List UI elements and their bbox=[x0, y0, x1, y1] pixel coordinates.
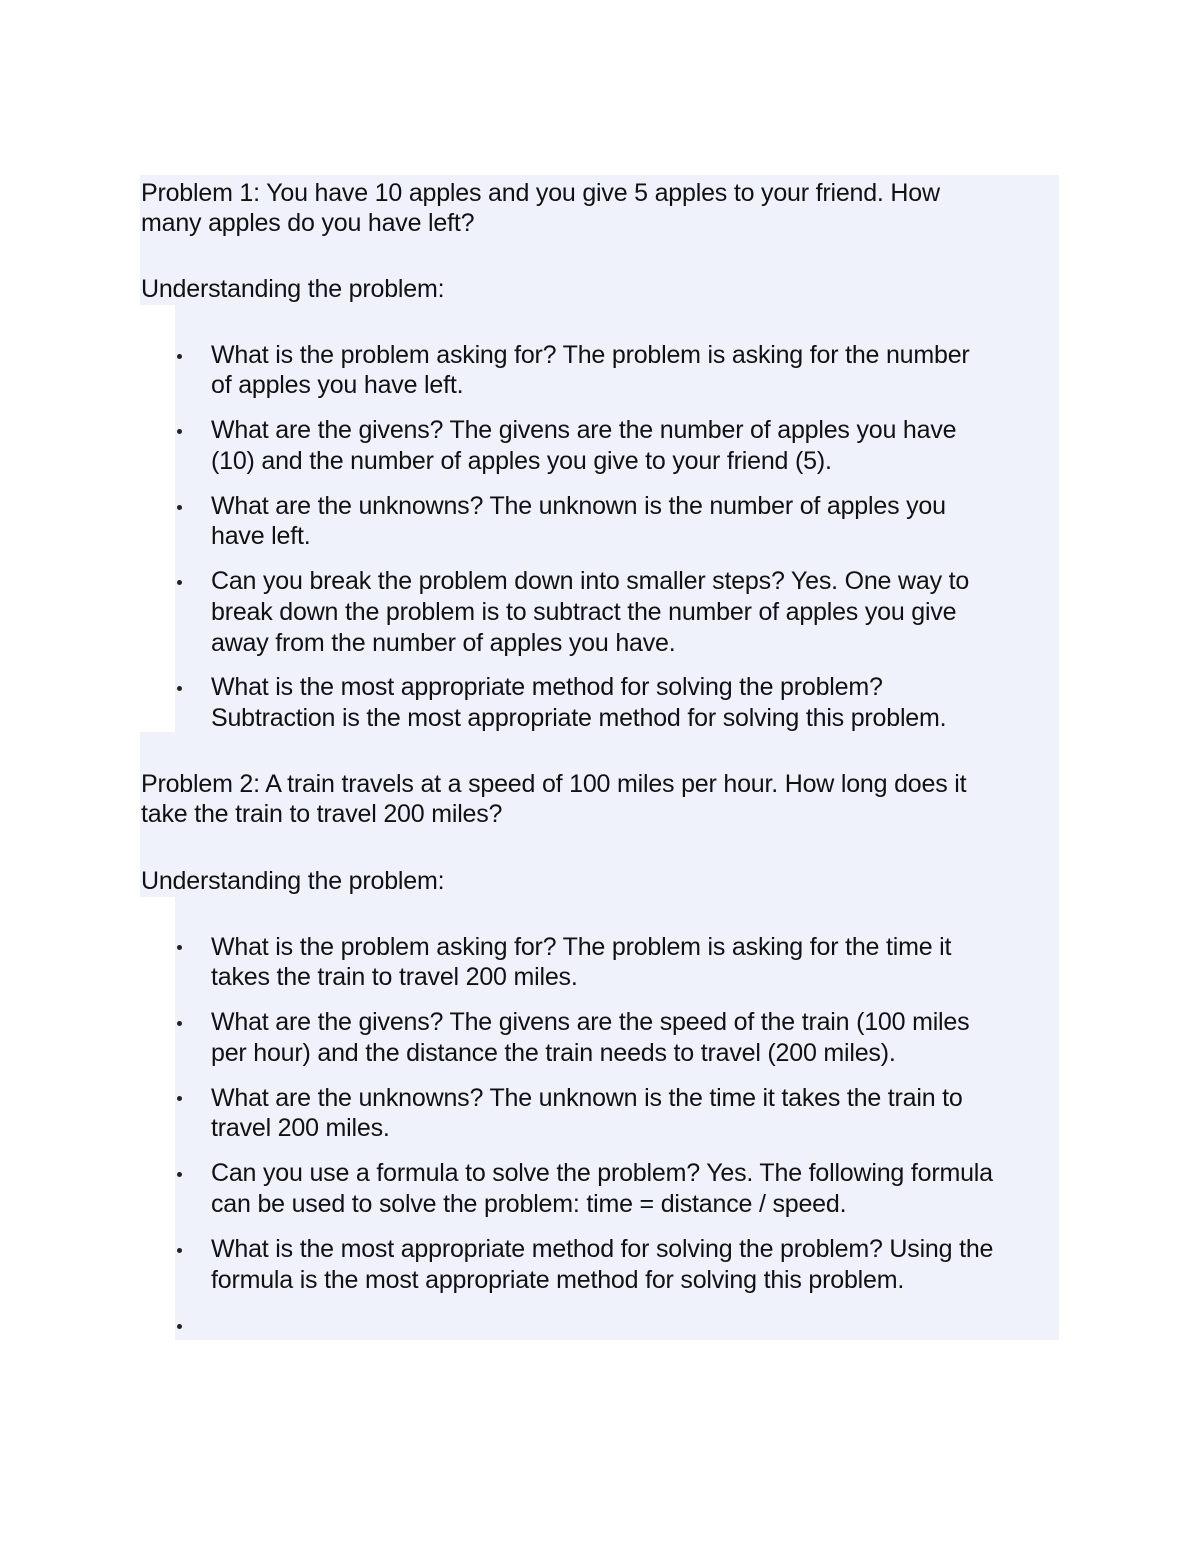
list-item-line: break down the problem is to subtract the number of apples you give bbox=[211, 598, 957, 626]
list-item-line: away from the number of apples you have. bbox=[211, 629, 676, 657]
list-item-line: What are the givens? The givens are the number of apples you have bbox=[211, 416, 957, 444]
bullet-icon bbox=[177, 945, 182, 950]
list-item-line: (10) and the number of apples you give to your friend (5). bbox=[211, 447, 832, 475]
list-item-line: Subtraction is the most appropriate method for solving this problem. bbox=[211, 704, 947, 732]
list-item-line: have left. bbox=[211, 522, 311, 550]
list-item-line: formula is the most appropriate method for solving this problem. bbox=[211, 1266, 905, 1294]
problem-2-title-line: take the train to travel 200 miles? bbox=[141, 800, 503, 828]
list-item-line: Can you break the problem down into smaller steps? Yes. One way to bbox=[211, 567, 970, 595]
problem-1-heading: Understanding the problem: bbox=[141, 275, 445, 303]
bullet-icon bbox=[177, 1096, 182, 1101]
list-item-line: What are the unknowns? The unknown is the time it takes the train to bbox=[211, 1084, 963, 1112]
list-item-line: of apples you have left. bbox=[211, 371, 464, 399]
bullet-icon bbox=[177, 1324, 182, 1329]
list-item-line: Can you use a formula to solve the problem? Yes. The following formula bbox=[211, 1159, 993, 1187]
bullet-icon bbox=[177, 505, 182, 510]
list-item-line: can be used to solve the problem: time = distance / speed. bbox=[211, 1190, 847, 1218]
list-item-line: What is the problem asking for? The problem is asking for the time it bbox=[211, 933, 952, 961]
list-item-line: What is the most appropriate method for solving the problem? bbox=[211, 673, 883, 701]
bullet-icon bbox=[177, 686, 182, 691]
problem-2-heading: Understanding the problem: bbox=[141, 867, 445, 895]
list-item-line: takes the train to travel 200 miles. bbox=[211, 963, 578, 991]
bullet-icon bbox=[177, 1172, 182, 1177]
bullet-icon bbox=[177, 1021, 182, 1026]
problem-1-title-line: Problem 1: You have 10 apples and you give 5 apples to your friend. How bbox=[141, 179, 940, 207]
list-item-line: What are the unknowns? The unknown is the number of apples you bbox=[211, 492, 946, 520]
bullet-icon bbox=[177, 354, 182, 359]
bullet-icon bbox=[177, 429, 182, 434]
list-item-line: What is the problem asking for? The problem is asking for the number bbox=[211, 341, 970, 369]
list-item-line: per hour) and the distance the train needs to travel (200 miles). bbox=[211, 1039, 896, 1067]
list-item-line: What is the most appropriate method for solving the problem? Using the bbox=[211, 1235, 994, 1263]
list-item-line: What are the givens? The givens are the speed of the train (100 miles bbox=[211, 1008, 970, 1036]
bullet-icon bbox=[177, 1248, 182, 1253]
bullet-icon bbox=[177, 580, 182, 585]
list-item-line: travel 200 miles. bbox=[211, 1114, 390, 1142]
problem-1-title-line: many apples do you have left? bbox=[141, 209, 475, 237]
problem-2-title-line: Problem 2: A train travels at a speed of 100 miles per hour. How long does it bbox=[141, 770, 967, 798]
